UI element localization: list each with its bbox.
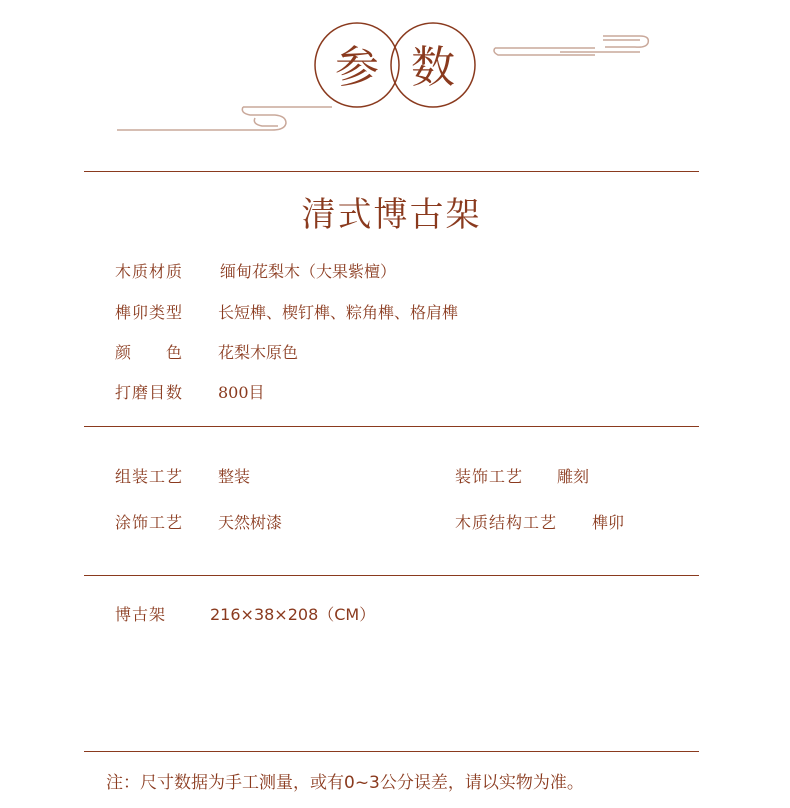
decoration-value: 雕刻 [557, 467, 590, 486]
divider-middle [84, 426, 699, 427]
header-char-1: 参 [335, 42, 379, 93]
coating-label: 涂饰工艺 [115, 513, 184, 532]
size-value: 216×38×208（CM） [210, 605, 376, 624]
wood-label: 木质材质 [115, 262, 184, 281]
cloud-left-icon [117, 107, 332, 130]
decoration-label: 装饰工艺 [455, 467, 524, 486]
joint-value: 长短榫、楔钉榫、粽角榫、格肩榫 [218, 303, 459, 322]
size-label: 博古架 [115, 605, 167, 624]
structure-value: 榫卯 [592, 513, 625, 532]
joint-label: 榫卯类型 [115, 303, 184, 322]
product-title: 清式博古架 [301, 195, 482, 235]
color-value: 花梨木原色 [218, 343, 299, 362]
assembly-value: 整装 [218, 467, 251, 486]
polish-value: 800目 [218, 383, 265, 402]
wood-value: 缅甸花梨木（大果紫檀） [220, 262, 397, 281]
footer-note: 注：尺寸数据为手工测量，或有0~3公分误差，请以实物为准。 [106, 773, 584, 793]
cloud-right-icon [494, 36, 648, 55]
divider-top [84, 171, 699, 172]
divider-lower [84, 575, 699, 576]
assembly-label: 组装工艺 [115, 467, 184, 486]
coating-value: 天然树漆 [218, 513, 283, 532]
header-char-2: 数 [411, 42, 455, 93]
color-label: 颜 色 [115, 343, 184, 362]
structure-label: 木质结构工艺 [455, 513, 558, 532]
polish-label: 打磨目数 [115, 383, 184, 402]
divider-bottom [84, 751, 699, 752]
